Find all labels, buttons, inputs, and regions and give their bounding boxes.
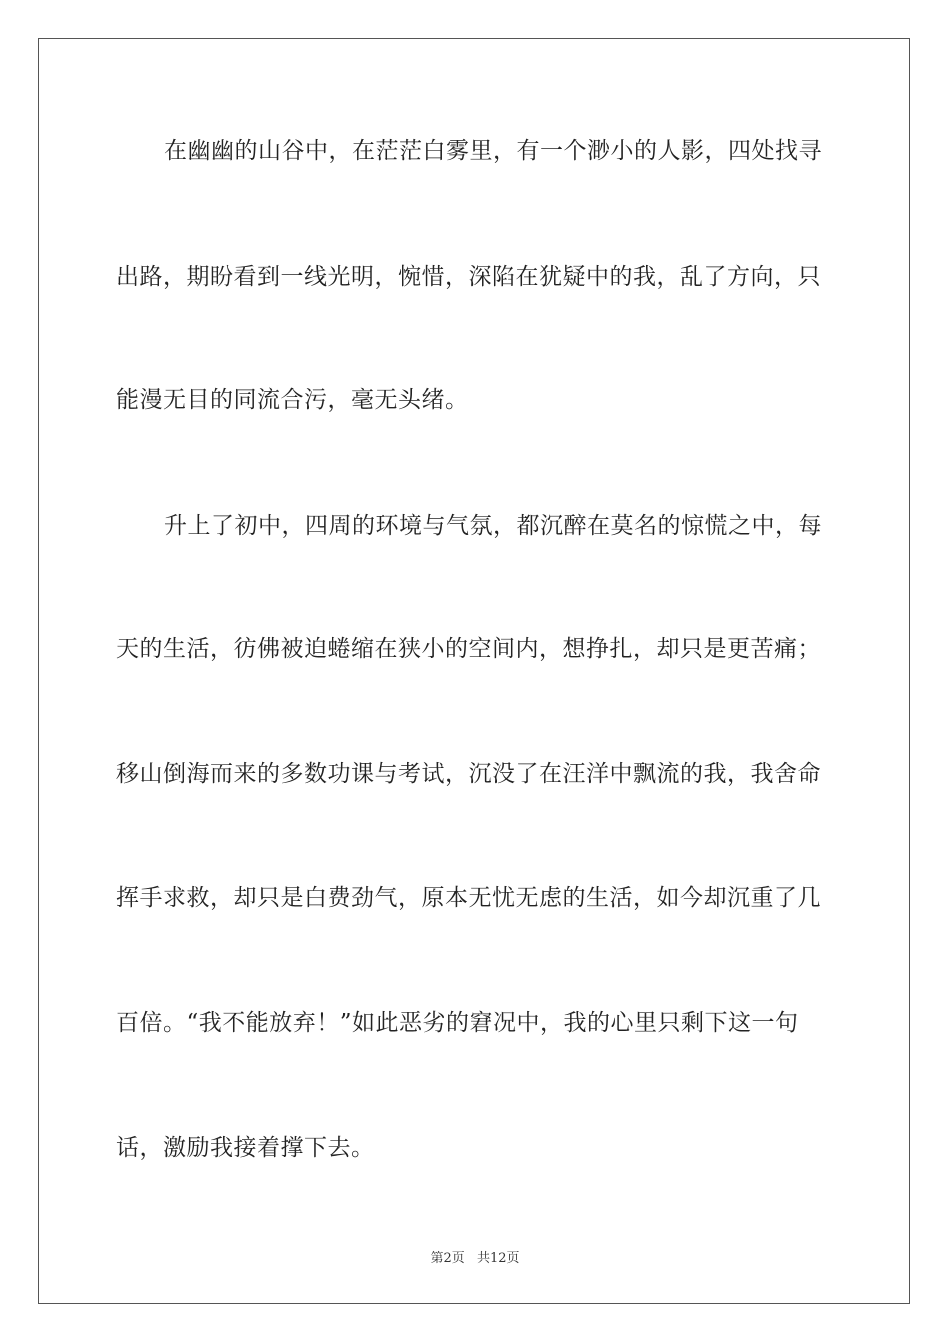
paragraph-2-line-5: 百倍。“我不能放弃！”如此恶劣的窘况中，我的心里只剩下这一句 [116, 1010, 799, 1036]
total-pages: 共12页 [476, 1251, 520, 1266]
paragraph-2-line-1: 升上了初中，四周的环境与气氛，都沉醉在莫名的惊慌之中，每 [164, 513, 822, 539]
paragraph-1-line-3: 能漫无目的同流合污，毫无头绪。 [116, 387, 469, 413]
paragraph-2-line-3: 移山倒海而来的多数功课与考试，沉没了在汪洋中飘流的我，我舍命 [116, 761, 821, 787]
page-border [38, 38, 910, 1304]
paragraph-2-line-6: 话，激励我接着撑下去。 [116, 1135, 375, 1161]
paragraph-1-line-1: 在幽幽的山谷中，在茫茫白雾里，有一个渺小的人影，四处找寻 [164, 138, 822, 164]
paragraph-2-line-2: 天的生活，彷佛被迫蜷缩在狭小的空间内，想挣扎，却只是更苦痛； [116, 636, 821, 662]
page-footer [0, 1247, 950, 1266]
paragraph-2-line-4: 挥手求救，却只是白费劲气，原本无忧无虑的生活，如今却沉重了几 [116, 885, 821, 911]
paragraph-1-line-2: 出路，期盼看到一线光明，惋惜，深陷在犹疑中的我，乱了方向，只 [116, 264, 821, 290]
page-number: 第2页 [430, 1251, 465, 1266]
